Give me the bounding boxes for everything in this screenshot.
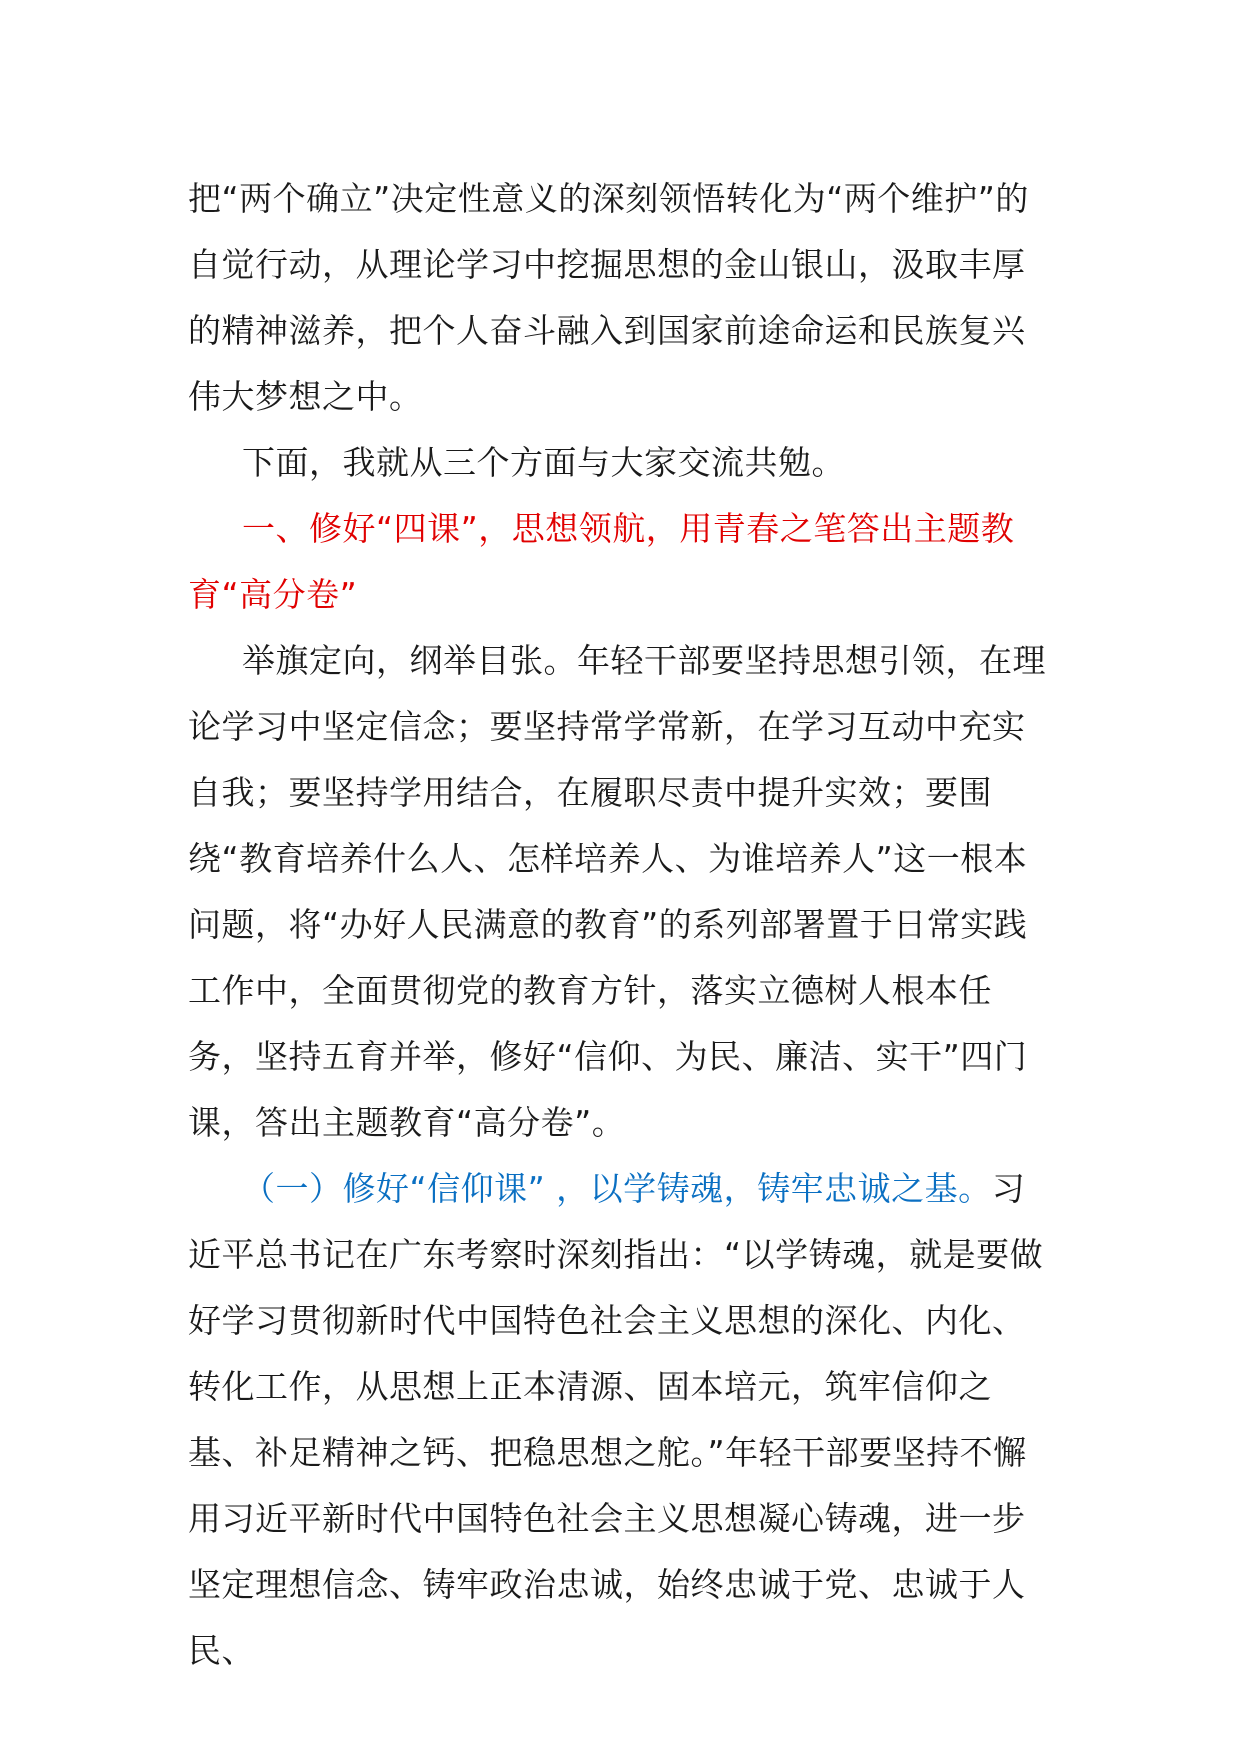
section-heading: 一、修好“四课”，思想领航，用青春之笔答出主题教育“高分卷” xyxy=(188,509,1015,614)
body-paragraph: 举旗定向，纲举目张。年轻干部要坚持思想引领，在理论学习中坚定信念；要坚持常学常新，在学习互动中充实自我；要坚持学用结合，在履职尽责中提升实效；要围绕“教育培养什么人、怎样培养人、为谁培养人”这一根本问题，将“办好人民满意的教育”的系列部署置于日常实践工作中，全面贯彻党的教育方针，落实立德树人根本任务，坚持五育并举，修好“信仰、为民、廉洁、实干”四门课，答出主题教育“高分卷”。 xyxy=(188,641,1046,1142)
subsection-heading: （一）修好“信仰课” ，以学铸魂，铸牢忠诚之基。 xyxy=(242,1169,992,1208)
body-paragraph: 下面，我就从三个方面与大家交流共勉。 xyxy=(242,443,845,482)
subsection-paragraph xyxy=(188,1156,1050,1684)
subsection-text: 习近平总书记在广东考察时深刻指出：“以学铸魂，就是要做好学习贯彻新时代中国特色社会主义思想的深化、内化、转化工作，从思想上正本清源、固本培元，筑牢信仰之基、补足精神之钙、把稳思想之舵。”年轻干部要坚持不懈用习近平新时代中国特色社会主义思想凝心铸魂，进一步坚定理想信念、铸牢政治忠诚，始终忠诚于党、忠诚于人民、 xyxy=(188,1169,1044,1670)
document-body xyxy=(188,166,1050,1684)
body-paragraph: 把“两个确立”决定性意义的深刻领悟转化为“两个维护”的自觉行动，从理论学习中挖掘思想的金山银山，汲取丰厚的精神滋养，把个人奋斗融入到国家前途命运和民族复兴伟大梦想之中。 xyxy=(188,179,1029,416)
